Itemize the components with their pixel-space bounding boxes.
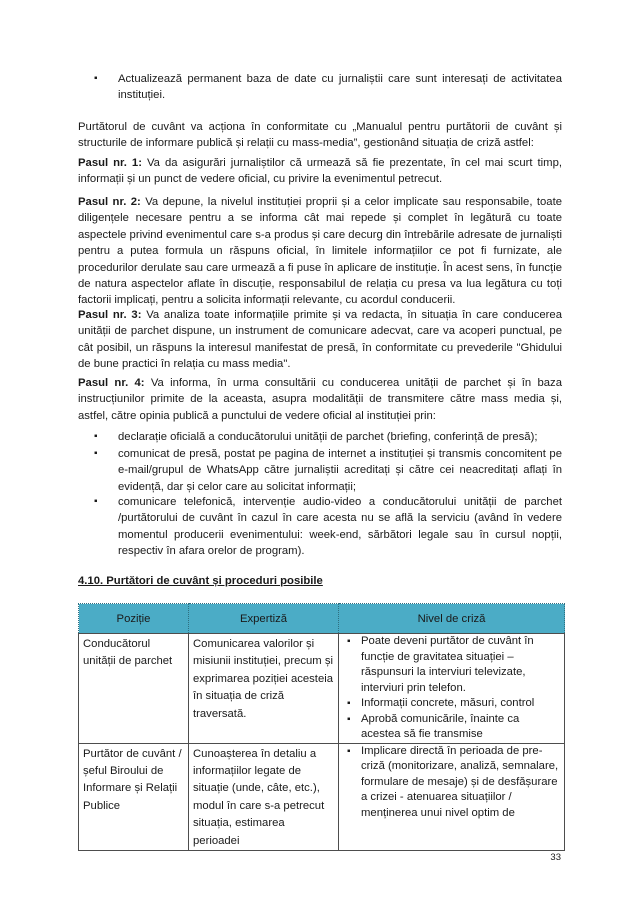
- step-1-paragraph: [78, 155, 562, 188]
- crisis-level-cell: [339, 634, 565, 744]
- bullet-marker: ▪: [94, 73, 98, 84]
- page-number: 33: [550, 852, 561, 863]
- step-label: Pasul nr. 4:: [78, 377, 145, 389]
- section-heading: 4.10. Purtători de cuvânt și proceduri posibile: [78, 575, 323, 587]
- step-text: Va analiza toate informațiile primite și va redacta, în situația în care conducerea unității de parchet dispune, un instrument de comunicare adecvat, care va acoperi punctual, pe cât posibil, un răspuns la interesul manifestat de presă, în conformitate cu prevederile "Ghidului de bune practici în relația cu mass media".: [78, 309, 562, 371]
- position-cell: Conducătorul unității de parchet: [79, 634, 189, 744]
- list-item: [78, 429, 562, 445]
- column-header-expertise: Expertiză: [189, 604, 339, 634]
- bullet-text: Actualizează permanent baza de date cu jurnaliștii care sunt interesați de activitatea instituției.: [118, 73, 562, 102]
- step-3-paragraph: [78, 307, 562, 373]
- expertise-cell: Cunoașterea în detaliu a informațiilor legate de situație (unde, câte, etc.), modul în care s-a petrecut situația, estimarea perioadei: [189, 743, 339, 850]
- list-item: ▪ Informații concrete, măsuri, control: [345, 696, 560, 712]
- step-text: Va informa, în urma consultării cu conducerea unității de parchet și în baza instrucțiunilor primite de la aceasta, asupra modalității de transmitere către mass media și, astfel, către opinia publică a punctului de vedere oficial al instituției prin:: [78, 377, 562, 422]
- list-item: [78, 446, 562, 495]
- crisis-level-cell: [339, 743, 565, 850]
- list-item: [78, 494, 562, 560]
- column-header-position: Poziție: [79, 604, 189, 634]
- list-item: ▪ Poate deveni purtător de cuvânt în funcție de gravitatea situației – răspunsuri la interviuri televizate, interviuri prin telefon.: [345, 634, 560, 696]
- column-header-crisis-level: Nivel de criză: [339, 604, 565, 634]
- bullet-text: comunicat de presă, postat pe pagina de internet a instituției și transmis concomitent pe e-mail/grupul de WhatsApp către jurnaliștii acreditați și către cei neacreditați aflați în evidență, dar și celor care au solicitat informații;: [118, 448, 562, 493]
- position-cell: Purtător de cuvânt / șeful Biroului de Informare și Relații Publice: [79, 743, 189, 850]
- step-label: Pasul nr. 2:: [78, 196, 141, 208]
- step-label: Pasul nr. 3:: [78, 309, 142, 321]
- table-row: [79, 743, 565, 850]
- step-2-paragraph: [78, 194, 562, 309]
- bullet-text: declarație oficială a conducătorului unității de parchet (briefing, conferință de presă);: [118, 431, 538, 443]
- step-4-paragraph: [78, 375, 562, 424]
- list-item: ▪ Aprobă comunicările, înainte ca acestea să fie transmise: [345, 712, 560, 743]
- table-header-row: [79, 604, 565, 634]
- bullet-marker: ▪: [94, 496, 98, 507]
- bullet-text: comunicare telefonică, intervenție audio-video a conducătorului unității de parchet /purtătorului de cuvânt în cazul în care acesta nu se află la serviciu (având în vedere momentul producerii evenimentului: week-end, sărbători legale sau în cursul nopții, respectiv în afara orelor de program).: [118, 496, 562, 558]
- step-label: Pasul nr. 1:: [78, 157, 142, 169]
- table-row: [79, 634, 565, 744]
- bullet-marker: ▪: [94, 448, 98, 459]
- speakers-table: [78, 603, 565, 851]
- list-item: ▪ Implicare directă în perioada de pre-criză (monitorizare, analiză, semnalare, formulare de mesaje) și de desfășurare a crizei - atenuarea situațiilor / menținerea unui nivel optim de: [345, 744, 560, 822]
- list-item: [78, 71, 562, 104]
- expertise-cell: Comunicarea valorilor și misiunii instituției, precum și exprimarea poziției acesteia în situația de criză traversată.: [189, 634, 339, 744]
- step-text: Va da asigurări jurnaliștilor că urmează să fie prezentate, în cel mai scurt timp, informații și un punct de vedere oficial, cu privire la evenimentul petrecut.: [78, 157, 562, 186]
- bullet-marker: ▪: [94, 431, 98, 442]
- step-text: Va depune, la nivelul instituției proprii și a celor implicate sau responsabile, toate diligențele necesare pentru a se informa cât mai repede și complet în legătură cu toate aspectele privind evenimentul care s-a produs și care decurg din întrebările adresate de jurnaliști pentru a putea formula un răspuns oficial, în limitele informațiilor ce pot fi furnizate, ale procedurilor derulate sau care urmează a fi puse în aplicare de instituție. În acest sens, în funcție de natura aspectelor aflate în discuție, responsabilul de relația cu presa va lua legătura cu toți factorii implicați, pentru a solicita informații relevante, cu acordul conducerii.: [78, 196, 562, 307]
- intro-paragraph: Purtătorul de cuvânt va acționa în conformitate cu „Manualul pentru purtătorii de cuvânt și structurile de informare publică și relații cu mass-media”, gestionând situația de criză astfel:: [78, 121, 562, 150]
